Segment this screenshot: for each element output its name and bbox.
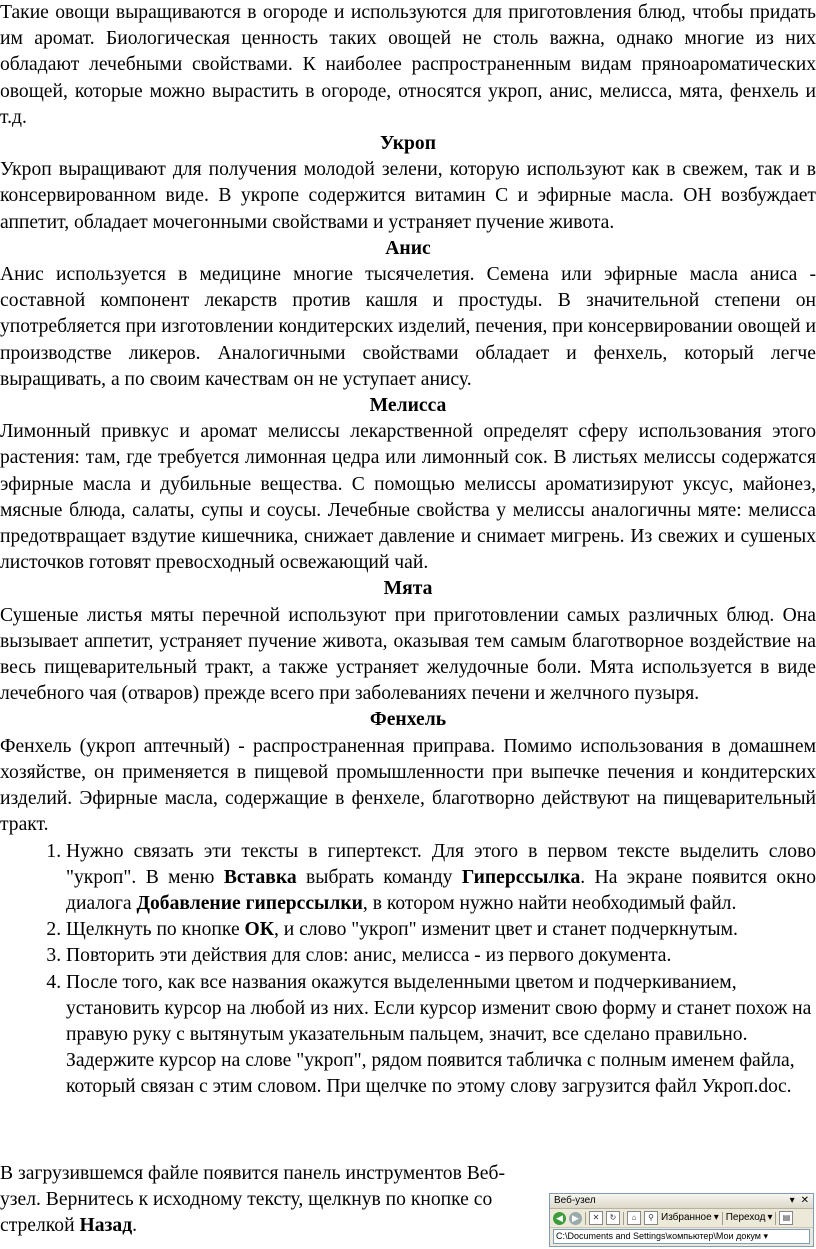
back-arrow-icon: ◀: [553, 1212, 566, 1225]
forward-arrow-icon: ▶: [569, 1212, 582, 1225]
favorites-button: Избранное ▾: [661, 1212, 719, 1223]
toolbar-buttons-row: [550, 1209, 813, 1228]
step-2: 2. Щелкнуть по кнопке ОК, и слово "укроп" изменит цвет и станет подчеркнутым.: [66, 917, 816, 943]
paragraph-fenhel: Фенхель (укроп аптечный) - распространенная приправа. Помимо использования в домашнем хозяйстве, он применяется в пищевой промышленности при выпечке печения и кондитерских изделий. Эфирные масла, содержащие в фенхеле, благотворно действуют на пищеварительный тракт.: [0, 735, 816, 836]
heading-fenhel: Фенхель: [369, 709, 447, 731]
web-toolbar-picture: [549, 1193, 814, 1247]
heading-melissa: Мелисса: [369, 395, 447, 417]
step-3: 3. Повторить эти действия для слов: анис, мелисса - из первого документа.: [66, 943, 816, 969]
paragraph-myata: Сушеные листья мяты перечной используют при приготовлении самых различных блюд. Она вызывает аппетит, устраняет пучение живота, оказывая тем самым благотворное воздействие на весь пищеварительный тракт, а также устраняет желудочные боли. Мята используется в виде лечебного чая (отваров) прежде всего при заболеваниях печени и желчного пузыря.: [0, 604, 816, 705]
step-1: 1. Нужно связать эти тексты в гипертекст. Для этого в первом тексте выделить слово "укроп". В меню Вставка выбрать команду Гиперссылка. На экране появится окно диалога Добавление гиперссылки, в котором нужно найти необходимый файл.: [66, 839, 816, 918]
paragraph-ukrop: Укроп выращивают для получения молодой зелени, которую используют как в свежем, так и в консервированном виде. В укропе содержится витамин С и эфирные масла. ОН возбуждает аппетит, обладает мочегонными свойствами и устраняет пучение живота.: [0, 159, 816, 233]
home-icon: ⌂: [627, 1211, 641, 1225]
search-web-icon: ⚲: [644, 1211, 658, 1225]
toolbar-title: Веб-узел: [554, 1195, 596, 1206]
close-icon: ✕: [800, 1195, 809, 1206]
paragraph-anis: Анис используется в медицине многие тысячелетия. Семена или эфирные масла аниса - составной компонент лекарств против кашля и простуды. В значительной степени он употребляется при изготовлении кондитерских изделий, печения, при консервировании овощей и производстве ликеров. Аналогичными свойствами обладает и фенхель, который легче выращивать, а по своим качествам он не уступает анису.: [0, 264, 816, 390]
address-field: C:\Documents and Settings\компьютер\Мои докум ▾: [553, 1229, 810, 1244]
closing-paragraph: В загрузившемся файле появится панель инструментов Веб-узел. Вернитесь к исходному тексту, щелкнув по кнопке со стрелкой Назад.: [0, 1163, 505, 1237]
dropdown-icon: ▾: [789, 1195, 795, 1206]
paragraph-melissa: Лимонный привкус и аромат мелиссы лекарственной определят сферу использования этого растения: там, где требуется лимонная цедра или лимонный сок. В листьях мелиссы содержатся эфирные масла и дубильные вещества. С помощью мелиссы ароматизируют уксус, майонез, мясные блюда, салаты, супы и соусы. Лечебные свойства у мелиссы аналогичны мяте: мелисса предотвращает вздутие кишечника, снижает давление и снимает мигрень. Из свежих и сушеных листочков готовят превосходный освежающий чай.: [0, 421, 816, 574]
closing-paragraph-wrap: [0, 1161, 540, 1240]
steps-list: [0, 839, 816, 1101]
heading-ukrop: Укроп: [379, 133, 437, 155]
address-row: [550, 1228, 813, 1244]
stop-icon: ✕: [589, 1211, 603, 1225]
goto-button: Переход ▾: [725, 1212, 773, 1223]
intro-paragraph: Такие овощи выращиваются в огороде и используются для приготовления блюд, чтобы придать им аромат. Биологическая ценность таких овощей не столь важна, однако многие из них обладают лечебными свойствами. К наиболее распространенным видам пряноароматических овощей, которые можно вырастить в огороде, относятся укроп, анис, мелисса, мята, фенхель и т.д.: [0, 2, 816, 128]
show-only-toolbar-icon: ▤: [779, 1211, 793, 1225]
step-4: 4. После того, как все названия окажутся выделенными цветом и подчеркиванием, установить курсор на любой из них. Если курсор изменит свою форму и станет похож на правую руку с вытянутым указательным пальцем, значит, все сделано правильно. Задержите курсор на слове "укроп", рядом появится табличка с полным именем файла, который связан с этим словом. При щелчке по этому слову загрузится файл Укроп.doc.: [66, 970, 816, 1101]
toolbar-titlebar: [550, 1194, 813, 1209]
heading-myata: Мята: [383, 578, 433, 600]
heading-anis: Анис: [385, 237, 431, 259]
refresh-icon: ↻: [606, 1211, 620, 1225]
